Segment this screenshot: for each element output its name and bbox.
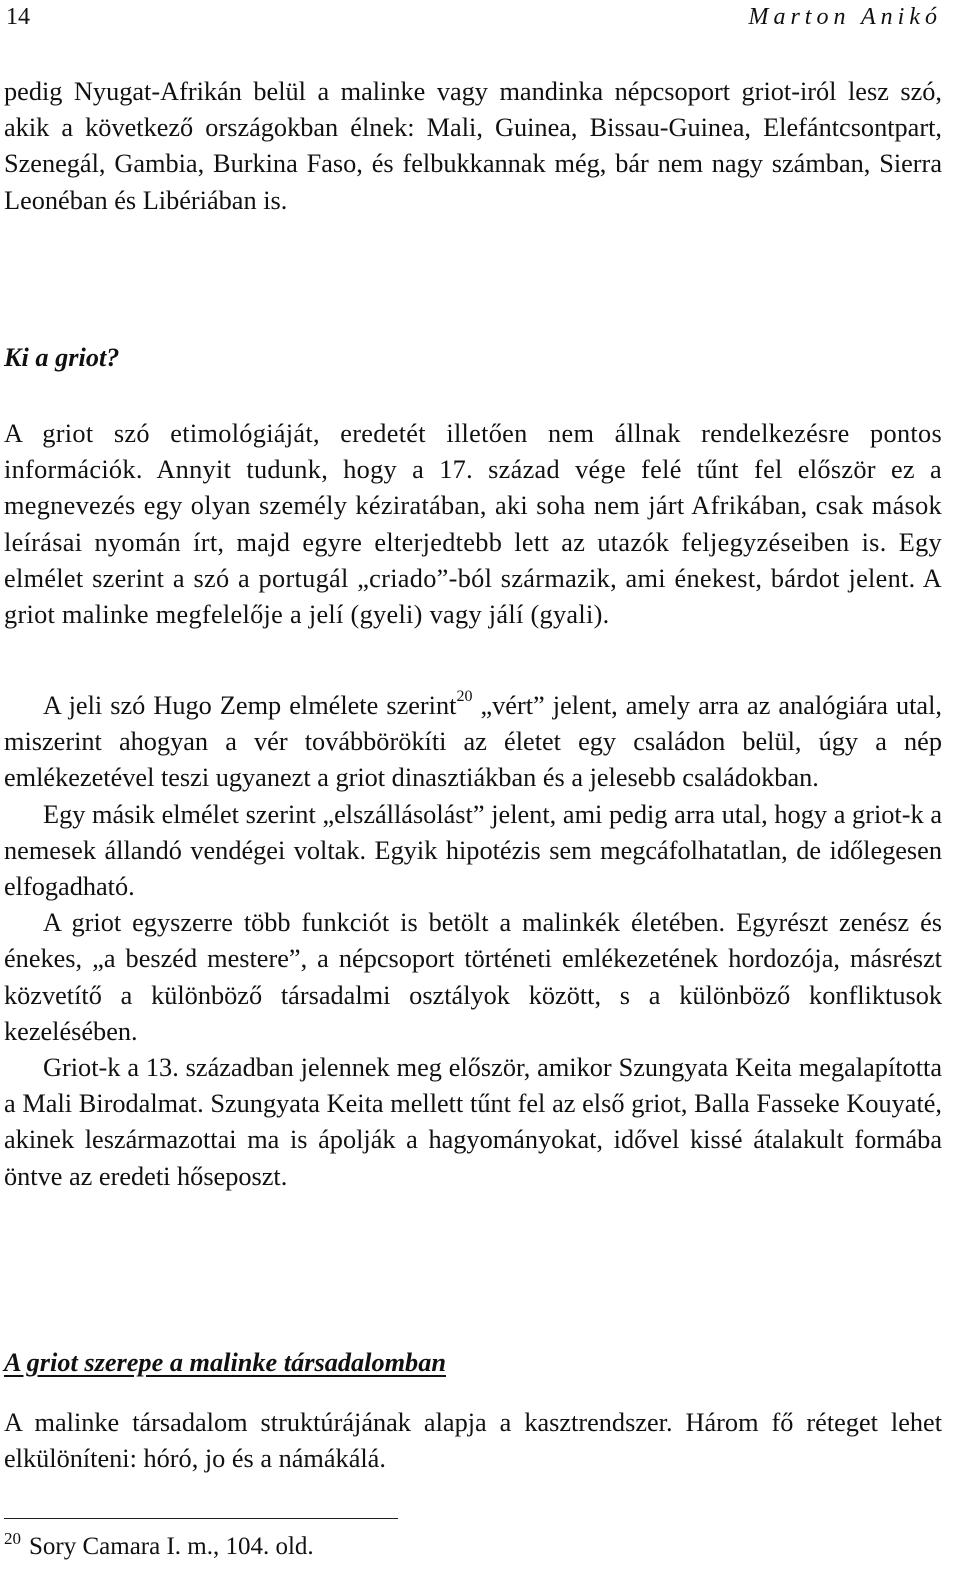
intro-paragraph: pedig Nyugat-Afrikán belül a malinke vagy mandinka népcsoport griot-iról lesz szó, akik a következő országokban élnek: Mali, Guinea, Bissau-Guinea, Elefántcsontpart, Szenegál, Gambia, Burkina Faso, és felbukkannak még, bár nem nagy számban, Sierra Leonéban és Libériában is. (4, 77, 942, 215)
section-heading-ki-a-griot: Ki a griot? (4, 343, 120, 372)
page-number: 14 (6, 4, 30, 30)
section-heading-griot-role: A griot szerepe a malinke társadalomban (4, 1348, 446, 1377)
history-paragraph: Griot-k a 13. században jelennek meg először, amikor Szungyata Keita megalapította a Mali Birodalmat. Szungyata Keita mellett tűnt fel az első griot, Balla Fasseke Kouyaté, akinek leszármazottai ma is ápolják a hagyományokat, idővel kissé átalakult formába öntve az eredeti hőseposzt. (4, 1053, 942, 1191)
footnote-text: Sory Camara I. m., 104. old. (29, 1533, 314, 1560)
functions-paragraph: A griot egyszerre több funkciót is betölt a malinkék életében. Egyrészt zenész és énekes, „a beszéd mestere”, a népcsoport történeti emlékezetének hordozója, másrészt közvetítő a különböző társadalmi osztályok között, s a különböző konfliktusok kezelésében. (4, 908, 942, 1046)
page-header (4, 4, 942, 34)
zemp-text-after: „vért” jelent, amely arra az analógiára utal, miszerint ahogyan a vér továbbörökíti az életet egy családon belül, úgy a nép emlékezetével teszi ugyanezt a griot dinasztiákban és a jelesebb családokban. (4, 691, 942, 793)
footnote (4, 1531, 314, 1565)
footnote-number: 20 (4, 1529, 21, 1548)
zemp-paragraph (4, 688, 942, 797)
zemp-text-before: A jeli szó Hugo Zemp elmélete szerint (43, 691, 457, 720)
other-theory-paragraph: Egy másik elmélet szerint „elszállásolást” jelent, ami pedig arra utal, hogy a griot-k a nemesek állandó vendégei voltak. Egyik hipotézis sem megcáfolhatatlan, de időlegesen elfogadható. (4, 799, 942, 902)
footnote-divider (4, 1518, 398, 1519)
caste-paragraph: A malinke társadalom struktúrájának alapja a kasztrendszer. Három fő réteget lehet elkülöníteni: hóró, jo és a námákálá. (4, 1408, 942, 1474)
running-head-author: Marton Anikó (748, 4, 942, 30)
etymology-paragraph: A griot szó etimológiáját, eredetét illetően nem állnak rendelkezésre pontos információk. Annyit tudunk, hogy a 17. század vége felé tűnt fel először ez a megnevezés egy olyan személy kéziratában, aki soha nem járt Afrikában, csak mások leírásai nyomán írt, majd egyre elterjedtebb lett az utazók feljegyzéseiben is. Egy elmélet szerint a szó a portugál „criado”-ból származik, ami énekest, bárdot jelent. A griot malinke megfelelője a jelí (gyeli) vagy jálí (gyali). (4, 419, 942, 630)
section1-body (4, 688, 942, 1195)
footnote-reference[interactable]: 20 (456, 688, 473, 706)
